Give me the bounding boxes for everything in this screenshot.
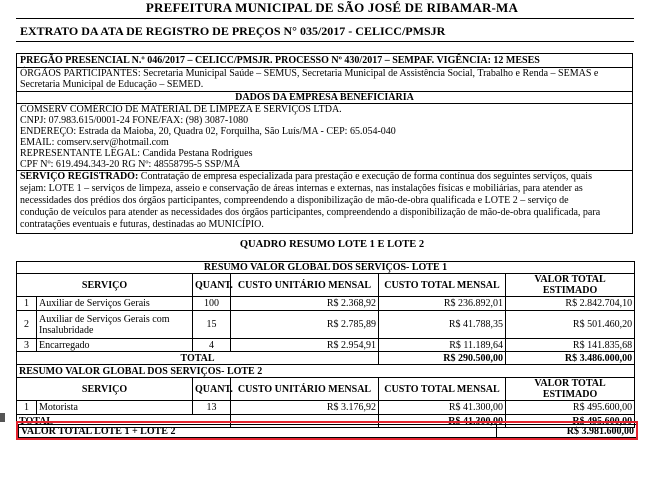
servico-line-3: necessidades dos prédios dos órgãos participantes, compreendendo a disponibilização de mão-de-obra qualificada e LOTE 2 – serviço de: [20, 195, 569, 206]
empresa-name: COMSERV COMÉRCIO DE MATERIAL DE LIMPEZA E SERVIÇOS LTDA.: [20, 104, 342, 115]
row-mensal: R$ 41.300,00: [379, 401, 506, 415]
row-servico: Encarregado: [37, 339, 193, 352]
col-quant: QUANT.: [193, 274, 231, 297]
row-num: 1: [17, 401, 37, 415]
lote2-table: [16, 364, 635, 428]
servico-text-1: Contratação de empresa especializada para prestação e execução de forma contínua dos seguintes serviços, quais: [138, 171, 592, 182]
col-unit: CUSTO UNITÁRIO MENSAL: [231, 274, 379, 297]
cpf-line: CPF Nº: 619.494.343-20 RG Nº: 48558795-5 SSP/MA: [20, 159, 241, 170]
row-servico: Motorista: [37, 401, 193, 415]
row-estimado: R$ 501.460,20: [506, 311, 635, 339]
endereco-line: ENDEREÇO: Estrada da Maioba, 20, Quadra 02, Forquilha, São Luís/MA - CEP: 65.054-040: [20, 126, 396, 137]
row-unit: R$ 2.785,89: [231, 311, 379, 339]
dados-heading: DADOS DA EMPRESA BENEFICIÁRIA: [235, 92, 414, 103]
table-row: [17, 401, 635, 415]
subtitle-divider: [16, 41, 634, 42]
row-mensal: R$ 41.788,35: [379, 311, 506, 339]
col-mensal: CUSTO TOTAL MENSAL: [379, 274, 506, 297]
row-servico: Auxiliar de Serviços Gerais com Insalubridade: [37, 311, 193, 339]
servico-line-4: condução de veículos para atender as necessidades dos órgãos participantes, compreendendo a disponibilização de mão-de-obra qualificada, para: [20, 207, 601, 218]
total-label: TOTAL: [17, 352, 379, 365]
orgaos-line-1: ÓRGÃOS PARTICIPANTES: Secretaria Municipal Saúde – SEMUS, Secretaria Municipal de Assistência Social, Trabalho e Renda – SEMAS e: [20, 68, 599, 79]
info-box: [16, 53, 633, 234]
row-unit: R$ 2.368,92: [231, 297, 379, 311]
quadro-title: QUADRO RESUMO LOTE 1 E LOTE 2: [239, 239, 425, 250]
row-servico: Auxiliar de Serviços Gerais: [37, 297, 193, 311]
grand-total-highlight: [16, 421, 638, 440]
row-estimado: R$ 495.600,00: [506, 401, 635, 415]
row-quant: 13: [193, 401, 231, 415]
col-estimado: VALOR TOTAL ESTIMADO: [506, 274, 635, 297]
lote2-heading: RESUMO VALOR GLOBAL DOS SERVIÇOS- LOTE 2: [17, 365, 635, 378]
cnpj-line: CNPJ: 07.983.615/0001-24 FONE/FAX: (98) 3087-1080: [20, 115, 249, 126]
representante-line: REPRESENTANTE LEGAL: Candida Pestana Rodrigues: [20, 148, 253, 159]
row-num: 1: [17, 297, 37, 311]
row-quant: 4: [193, 339, 231, 352]
pregao-line: PREGÃO PRESENCIAL N.º 046/2017 – CELICC/PMSJR. PROCESSO Nº 430/2017 – SEMPAF. VIGÊNCIA: 12 MESES: [20, 55, 540, 66]
row-unit: R$ 3.176,92: [231, 401, 379, 415]
total-estimado: R$ 3.486.000,00: [506, 352, 635, 365]
row-quant: 100: [193, 297, 231, 311]
row-num: 3: [17, 339, 37, 352]
page-title: PREFEITURA MUNICIPAL DE SÃO JOSÉ DE RIBAMAR-MA: [145, 0, 519, 15]
lote2-header-row: [17, 378, 635, 401]
servico-label: SERVIÇO REGISTRADO:: [20, 171, 139, 182]
col-mensal: CUSTO TOTAL MENSAL: [379, 378, 506, 401]
total-estimado: R$ 495.600,00: [506, 415, 635, 428]
table-row: [17, 311, 635, 339]
table-row: [17, 339, 635, 352]
total-mensal: R$ 41.300,00: [379, 415, 506, 428]
row-estimado: R$ 141.835,68: [506, 339, 635, 352]
row-estimado: R$ 2.842.704,10: [506, 297, 635, 311]
col-unit: CUSTO UNITÁRIO MENSAL: [231, 378, 379, 401]
servico-line-5: contratações eventuais e futuras, destinadas ao MUNICÍPIO.: [20, 219, 264, 230]
table-row: [17, 297, 635, 311]
col-estimado: VALOR TOTAL ESTIMADO: [506, 378, 635, 401]
grand-total-label: VALOR TOTAL LOTE 1 + LOTE 2: [19, 425, 497, 438]
row-num: 2: [17, 311, 37, 339]
total-mensal: R$ 290.500,00: [379, 352, 506, 365]
lote1-header-row: [17, 274, 635, 297]
lote1-total-row: [17, 352, 635, 365]
row-quant: 15: [193, 311, 231, 339]
row-mensal: R$ 11.189,64: [379, 339, 506, 352]
grand-total-value: R$ 3.981.600,00: [497, 425, 637, 438]
row-mensal: R$ 236.892,01: [379, 297, 506, 311]
col-quant: QUANT.: [193, 378, 231, 401]
col-servico: SERVIÇO: [17, 378, 193, 401]
header-divider: [16, 18, 634, 19]
lote1-heading: RESUMO VALOR GLOBAL DOS SERVIÇOS- LOTE 1: [17, 262, 635, 274]
orgaos-line-2: Secretaria Municipal de Educação – SEMED.: [20, 79, 204, 90]
lote1-table: [16, 261, 635, 365]
row-unit: R$ 2.954,91: [231, 339, 379, 352]
total-label: TOTAL: [17, 415, 231, 428]
margin-marker: [0, 413, 5, 422]
servico-line-2: sejam: LOTE 1 – serviços de limpeza, asseio e conservação de áreas internas e externas, nas instalações físicas e mobiliárias, para atender as: [20, 183, 583, 194]
col-servico: SERVIÇO: [17, 274, 193, 297]
email-line: EMAIL: comserv.serv@hotmail.com: [20, 137, 169, 148]
extract-title: EXTRATO DA ATA DE REGISTRO DE PREÇOS N° 035/2017 - CELICC/PMSJR: [20, 24, 446, 38]
servico-line-1: [20, 171, 629, 182]
